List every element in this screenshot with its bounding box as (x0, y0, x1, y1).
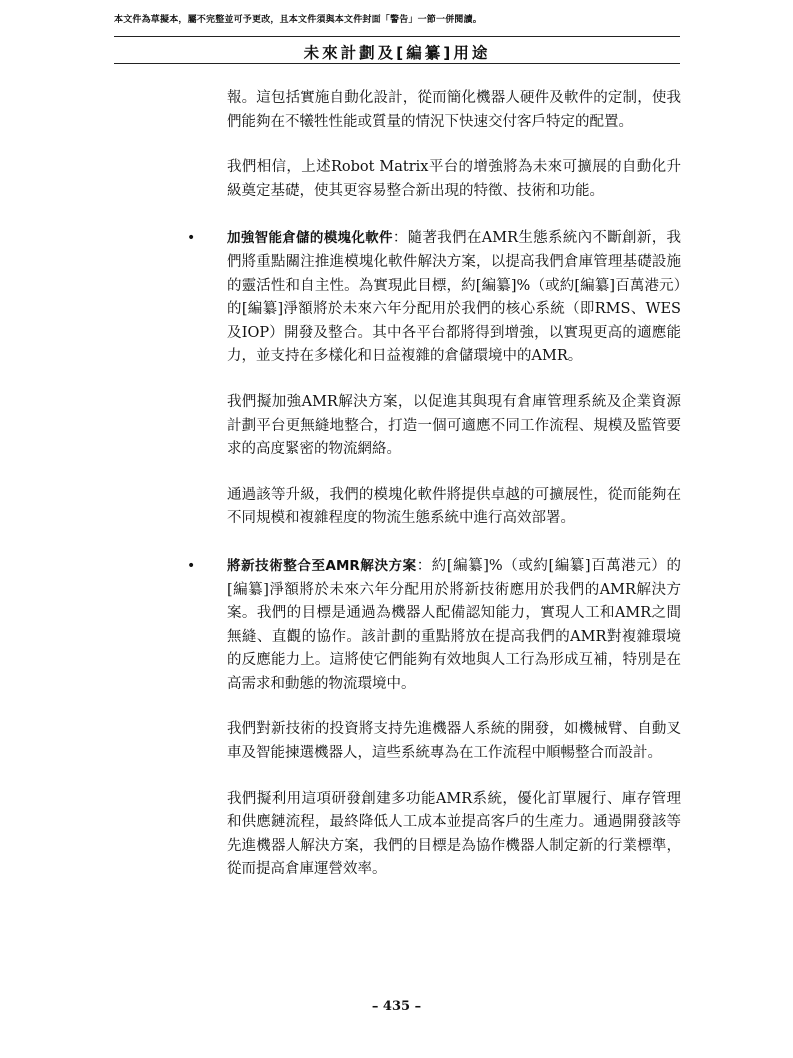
paragraph-scalability: 通過該等升級，我們的模塊化軟件將提供卓越的可擴展性，從而能夠在不同規模和複雜程度的物流生態系統中進行高效部署。 (227, 486, 681, 527)
bullet-lead-heading: 加強智能倉儲的模塊化軟件 (227, 230, 393, 247)
bullet-paragraph (227, 227, 681, 369)
paragraph-advanced-robotics: 我們對新技術的投資將支持先進機器人系統的開發，如機械臂、自動叉車及智能揀選機器人，這些系統專為在工作流程中順暢整合而設計。 (227, 721, 681, 762)
document-body (187, 87, 682, 882)
bullet-paragraph (227, 555, 681, 697)
paragraph-amr-integration: 我們擬加強AMR解決方案，以促進其與現有倉庫管理系統及企業資源計劃平台更無縫地整合，打造一個可適應不同工作流程、規模及監管要求的高度緊密的物流網絡。 (227, 393, 681, 458)
bullet-text: ：隨著我們在AMR生態系統內不斷創新，我們將重點關注推進模塊化軟件解決方案，以提高我們倉庫管理基礎設施的靈活性和自主性。為實現此目標，約[編纂]%（或約[編纂]百萬港元）的[編纂]淨額將於未來六年分配用於我們的核心系統（即RMS、WES及IOP）開發及整合。其中各平台都將得到增強，以實現更高的適應能力，並支持在多樣化和日益複雜的倉儲環境中的AMR。 (227, 230, 682, 365)
bullet-text: ：約[編纂]%（或約[編纂]百萬港元）的[編纂]淨額將於未來六年分配用於將新技術應用於我們的AMR解決方案。我們的目標是通過為機器人配備認知能力，實現人工和AMR之間無縫、直觀的協作。該計劃的重點將放在提高我們的AMR對複雜環境的反應能力上。這將使它們能夠有效地與人工行為形成互補，特別是在高需求和動態的物流環境中。 (227, 557, 681, 692)
header-bottom-rule (114, 63, 680, 64)
header-top-rule (114, 36, 680, 37)
paragraph-robot-matrix: 我們相信，上述Robot Matrix平台的增強將為未來可擴展的自動化升級奠定基礎，使其更容易整合新出現的特徵、技術和功能。 (227, 159, 681, 199)
section-title: 未來計劃及[編纂]用途 (303, 44, 491, 62)
draft-warning-banner: 本文件為草擬本，屬不完整並可予更改，且本文件須與本文件封面「警告」一節一併閱讀。 (114, 15, 483, 25)
page-number: – 435 – (371, 999, 422, 1014)
bullet-dot-icon: • (187, 557, 196, 574)
paragraph-automation-design: 報。這包括實施自動化設計，從而簡化機器人硬件及軟件的定制，使我們能夠在不犧牲性能或質量的情況下快速交付客戶特定的配置。 (227, 90, 681, 130)
paragraph-multifunction-amr: 我們擬利用這項研發創建多功能AMR系統，優化訂單履行、庫存管理和供應鏈流程，最終降低人工成本並提高客戶的生產力。通過開發該等先進機器人解決方案，我們的目標是為協作機器人制定新的行業標準，從而提高倉庫運營效率。 (227, 790, 681, 878)
bullet-item-modular-software (187, 227, 682, 369)
bullet-item-new-technology (187, 555, 681, 697)
bullet-dot-icon: • (187, 230, 196, 247)
bullet-lead-heading: 將新技術整合至AMR解決方案 (227, 557, 417, 574)
